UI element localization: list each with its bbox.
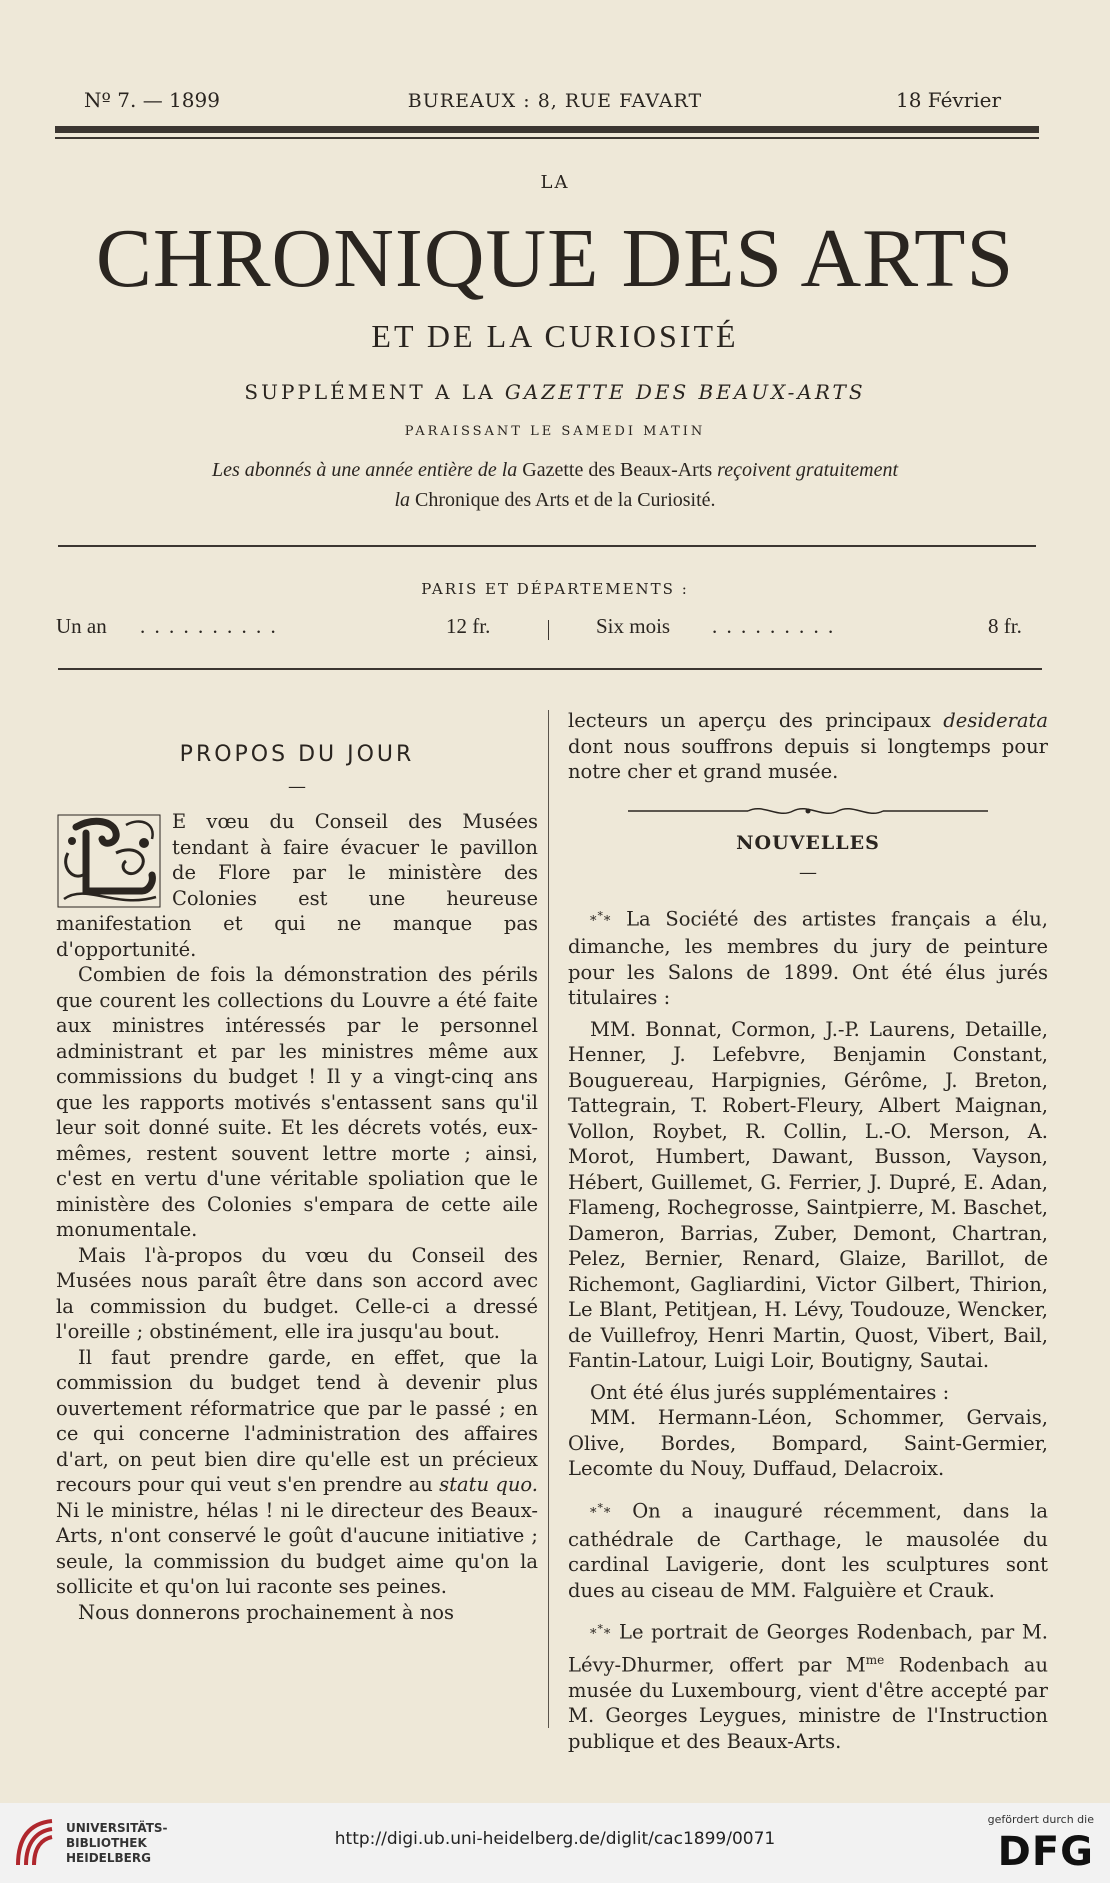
news-item-1 xyxy=(568,904,1048,1011)
news-text-superscript: me xyxy=(865,1652,885,1667)
subscription-heading: PARIS ET DÉPARTEMENTS : xyxy=(421,580,689,598)
paragraph-part: dont nous souffrons depuis si longtemps pour notre cher et grand musée. xyxy=(568,734,1048,783)
paragraph-part: Ni le ministre, hélas ! ni le directeur des Beaux-Arts, n'ont conservé le goût d'aucune initiative ; seule, la commission du budget aime qu'on la sollicite et qu'on lui raconte ses peines. xyxy=(56,1498,538,1598)
dfg-logo: DFG xyxy=(997,1829,1094,1875)
paragraph-part-italic: statu quo. xyxy=(439,1473,538,1496)
price-year-value: 12 fr. xyxy=(446,614,491,638)
header-rule-thick xyxy=(55,126,1039,133)
masthead-title: CHRONIQUE DES ARTS xyxy=(95,212,1015,305)
nouvelles-title: NOUVELLES xyxy=(736,831,880,854)
asterism-icon xyxy=(590,909,612,929)
paragraph-part: lecteurs un aperçu des principaux xyxy=(568,709,931,732)
masthead-subtitle: ET DE LA CURIOSITÉ xyxy=(371,318,739,354)
propos-title: PROPOS DU JOUR xyxy=(179,742,415,767)
asterism-star: * xyxy=(597,909,604,923)
propos-paragraph-4 xyxy=(56,1345,538,1600)
library-name-line: HEIDELBERG xyxy=(66,1851,151,1865)
paragraph-part: Il faut prendre garde, en effet, que la commission du budget tend à devenir plus ouvertement réformatrice que par le passé ; en ce qui concerne l'administration des affaires d'art, on peut bien dire qu'elle est un précieux recours pour qui veut s'en prendre au xyxy=(56,1345,538,1496)
asterism-star: * xyxy=(597,1623,604,1637)
asterism-icon xyxy=(590,1501,612,1522)
bureaux-address: BUREAUX : 8, RUE FAVART xyxy=(407,90,703,112)
title-la: LA xyxy=(540,172,570,193)
asterism-star: * xyxy=(603,1506,612,1522)
propos-paragraph-5: Nous donnerons prochainement à nos xyxy=(78,1600,455,1624)
asterism-star: * xyxy=(590,1506,598,1522)
news-item-1-supplementary: Ont été élus jurés supplémentaires : xyxy=(590,1380,950,1404)
supplement-gazette: GAZETTE DES BEAUX-ARTS xyxy=(504,380,866,404)
asterism-star: * xyxy=(603,913,612,929)
news-item-1-supplementary-list: MM. Hermann-Léon, Schommer, Gervais, Olive, Bordes, Bompard, Saint-Germier, Lecomte du Nouy, Duffaud, Delacroix. xyxy=(568,1406,1048,1481)
notice-part: reçoivent gratuitement xyxy=(717,459,899,481)
left-column xyxy=(56,742,538,1625)
news-item-2 xyxy=(568,1496,1048,1603)
ornamental-divider-icon xyxy=(628,805,988,817)
propos-paragraph-2: Combien de fois la démonstration des périls que courent les collections du Louvre a été faite aux ministres intéressés par le personnel administrant et par les ministres même aux commissions du budget ! Il y a vingt-cinq ans que les rapports motivés s'entassent sans qu'il leur soit donné suite. Et les décrets votés, eux-mêmes, restent souvent lettre morte ; ainsi, c'est en vertu d'une véritable spoliation que le ministère des Colonies s'empara de cette aile monumentale. xyxy=(56,963,538,1241)
price-half-dots: . . . . . . . . . xyxy=(712,614,836,638)
title-dash: — xyxy=(288,775,306,797)
notice-part: la xyxy=(394,489,411,511)
news-text: On a inauguré récemment, dans la cathédrale de Carthage, le mausolée du cardinal Lavigerie, dont les sculptures sont dues au ciseau de MM. Falguière et Crauk. xyxy=(568,1499,1048,1602)
library-name-line: UNIVERSITÄTS- xyxy=(66,1821,168,1835)
news-text: Le portrait de Georges Rodenbach, par M. Lévy-Dhurmer, offert par M xyxy=(568,1620,1049,1677)
propos-paragraph-3: Mais l'à-propos du vœu du Conseil des Musées nous paraît être dans son accord avec la commission du budget. Celle-ci a dressé l'oreille ; obstinément, elle ira jusqu'au bout. xyxy=(56,1243,538,1343)
issue-date: 18 Février xyxy=(896,88,1002,112)
news-text: Rodenbach au musée du Luxembourg, vient d'être accepté par M. Georges Leygues, ministre de l'Instruction publique et des Beaux-Arts. xyxy=(568,1653,1048,1753)
price-separator xyxy=(548,620,549,640)
notice-part: Les abonnés à une année entière de la xyxy=(211,459,518,481)
propos-paragraph-1: E vœu du Conseil des Musées tendant à faire évacuer le pavillon de Flore par le ministère des Colonies est une heureuse manifestation et qui ne manque pas d'opportunité. xyxy=(56,810,538,961)
subscriber-notice xyxy=(60,455,1050,515)
notice-part: Chronique des Arts et de la Curiosité. xyxy=(415,489,716,511)
continuation-paragraph xyxy=(568,708,1048,785)
column-rule xyxy=(548,710,549,1728)
header-rule-thin xyxy=(55,137,1039,139)
library-name-line: BIBLIOTHEK xyxy=(66,1836,147,1850)
publication-schedule: PARAISSANT LE SAMEDI MATIN xyxy=(404,424,706,439)
supplement-prefix: SUPPLÉMENT A LA xyxy=(244,380,496,404)
source-url[interactable]: http://digi.ub.uni-heidelberg.de/diglit/cac1899/0071 xyxy=(334,1829,776,1849)
asterism-star: * xyxy=(603,1627,612,1643)
divider xyxy=(58,668,1042,670)
asterism-icon xyxy=(590,1623,612,1643)
paragraph-part-italic: desiderata xyxy=(943,709,1048,732)
price-year-label: Un an xyxy=(56,614,107,638)
news-item-1-jury-list: MM. Bonnat, Cormon, J.-P. Laurens, Detaille, Henner, J. Lefebvre, Benjamin Constant, Bouguereau, Harpignies, Gérôme, J. Breton, Tattegrain, T. Robert-Fleury, Albert Maignan, Vollon, Roybet, R. Collin, L.-O. Merson, A. Morot, Humbert, Dawant, Busson, Vayson, Hébert, Guillemet, G. Ferrier, J. Dupré, E. Adan, Flameng, Rochegrosse, Saintpierre, M. Baschet, Dameron, Barrias, Zuber, Demont, Chartran, Pelez, Bernier, Renard, Glaize, Barillot, de Richemont, Gagliardini, Victor Gilbert, Thirion, Le Blant, Petitjean, H. Lévy, Toudouze, Wencker, de Vuillefroy, Henri Martin, Quost, Vibert, Bail, Fantin-Latour, Luigi Loir, Boutigny, Sautai. xyxy=(568,1017,1048,1373)
news-text: La Société des artistes français a élu, dimanche, les membres du jury de peinture pour les Salons de 1899. Ont été élus jurés titulaires : xyxy=(568,906,1048,1010)
price-half-value: 8 fr. xyxy=(988,614,1022,638)
notice-part: Gazette des Beaux-Arts xyxy=(522,459,713,481)
price-year-dots: . . . . . . . . . . xyxy=(140,614,278,638)
ornamental-dropcap-l-icon xyxy=(56,813,162,909)
price-half-label: Six mois xyxy=(596,614,671,638)
news-item-3 xyxy=(568,1617,1048,1754)
asterism-star: * xyxy=(597,1501,604,1515)
right-column xyxy=(568,708,1048,1754)
supplement-line xyxy=(0,380,1110,404)
title-dash: — xyxy=(799,862,817,883)
digitization-footer xyxy=(0,1803,1110,1883)
asterism-star: * xyxy=(590,1627,598,1643)
divider xyxy=(58,545,1036,547)
issue-number: Nº 7. — 1899 xyxy=(84,88,220,112)
asterism-star: * xyxy=(590,913,598,929)
funding-note: gefördert durch die xyxy=(987,1813,1094,1826)
